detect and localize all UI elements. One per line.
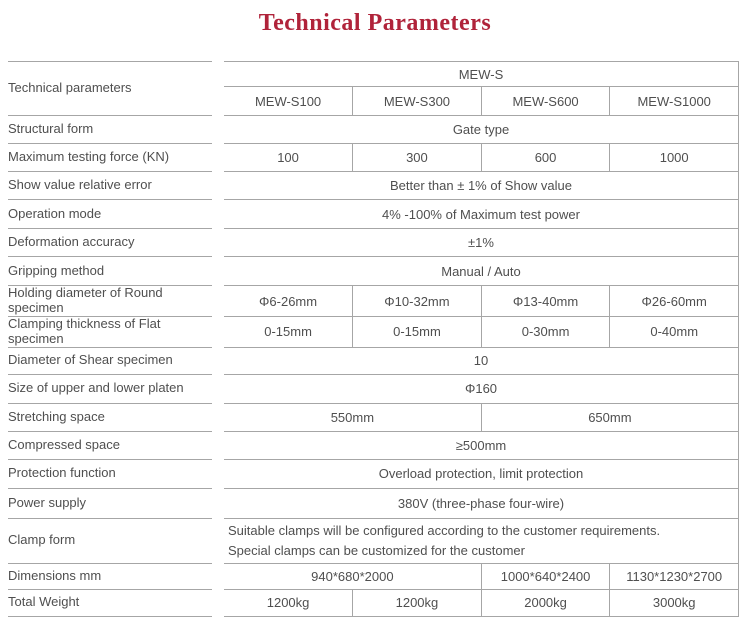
row-label-clamp-form: Clamp form — [8, 518, 212, 563]
value-cell: 940*680*2000 — [224, 563, 481, 589]
column-spacer — [212, 459, 224, 488]
row-label-show-value-error: Show value relative error — [8, 172, 212, 200]
value-cell: 0-15mm — [353, 317, 482, 348]
value-cell: Φ13-40mm — [481, 286, 610, 317]
model-header-cell: MEW-S300 — [353, 87, 482, 116]
row-label-total-weight: Total Weight — [8, 589, 212, 616]
technical-parameters-table — [8, 61, 739, 617]
value-cell: 300 — [353, 144, 482, 172]
column-spacer — [212, 257, 224, 286]
value-cell: Φ26-60mm — [610, 286, 739, 317]
value-cell: 1200kg — [353, 589, 482, 616]
value-cell: 550mm — [224, 403, 481, 431]
value-cell: 4% -100% of Maximum test power — [224, 200, 739, 229]
row-label-stretching-space: Stretching space — [8, 403, 212, 431]
column-spacer — [212, 200, 224, 229]
value-cell: 3000kg — [610, 589, 739, 616]
column-spacer — [212, 589, 224, 616]
column-spacer — [212, 347, 224, 374]
column-spacer — [212, 144, 224, 172]
value-cell: 0-30mm — [481, 317, 610, 348]
value-cell: 1000*640*2400 — [481, 563, 610, 589]
row-label-holding-diameter-round: Holding diameter of Round specimen — [8, 286, 212, 317]
value-cell: Φ10-32mm — [353, 286, 482, 317]
column-spacer — [212, 518, 224, 563]
row-label-shear-specimen-diameter: Diameter of Shear specimen — [8, 347, 212, 374]
value-cell: 1130*1230*2700 — [610, 563, 739, 589]
column-spacer — [212, 229, 224, 257]
column-spacer — [212, 317, 224, 348]
value-cell: 380V (three-phase four-wire) — [224, 488, 739, 518]
value-cell: 0-40mm — [610, 317, 739, 348]
column-spacer — [212, 172, 224, 200]
row-label-power-supply: Power supply — [8, 488, 212, 518]
column-spacer — [212, 116, 224, 144]
row-label-structural-form: Structural form — [8, 116, 212, 144]
clamp-form-line-1: Suitable clamps will be configured according to the customer requirements. — [228, 522, 661, 538]
header-label-cell: Technical parameters — [8, 62, 212, 116]
value-cell: Better than ± 1% of Show value — [224, 172, 739, 200]
row-label-gripping-method: Gripping method — [8, 257, 212, 286]
value-cell: 1200kg — [224, 589, 353, 616]
value-cell: 650mm — [481, 403, 738, 431]
model-header-cell: MEW-S1000 — [610, 87, 739, 116]
model-header-cell: MEW-S600 — [481, 87, 610, 116]
value-cell: ±1% — [224, 229, 739, 257]
column-spacer — [212, 403, 224, 431]
row-label-dimensions: Dimensions mm — [8, 563, 212, 589]
column-spacer — [212, 374, 224, 403]
clamp-form-line-2: Special clamps can be customized for the customer — [228, 542, 525, 558]
column-spacer — [212, 431, 224, 459]
value-cell: ≥500mm — [224, 431, 739, 459]
value-cell — [224, 518, 739, 563]
value-cell: 1000 — [610, 144, 739, 172]
column-spacer — [212, 488, 224, 518]
row-label-compressed-space: Compressed space — [8, 431, 212, 459]
value-cell: Gate type — [224, 116, 739, 144]
value-cell: Φ160 — [224, 374, 739, 403]
value-cell: 100 — [224, 144, 353, 172]
page-title: Technical Parameters — [258, 10, 492, 36]
column-spacer — [212, 286, 224, 317]
row-label-operation-mode: Operation mode — [8, 200, 212, 229]
row-label-deformation-accuracy: Deformation accuracy — [8, 229, 212, 257]
column-spacer — [212, 62, 224, 116]
value-cell: 600 — [481, 144, 610, 172]
series-header-cell: MEW-S — [224, 62, 739, 87]
row-label-protection-function: Protection function — [8, 459, 212, 488]
model-header-cell: MEW-S100 — [224, 87, 353, 116]
value-cell: 2000kg — [481, 589, 610, 616]
value-cell: Overload protection, limit protection — [224, 459, 739, 488]
value-cell: 0-15mm — [224, 317, 353, 348]
row-label-platen-size: Size of upper and lower platen — [8, 374, 212, 403]
row-label-max-testing-force: Maximum testing force (KN) — [8, 144, 212, 172]
row-label-clamping-thickness-flat: Clamping thickness of Flat specimen — [8, 317, 212, 348]
column-spacer — [212, 563, 224, 589]
value-cell: 10 — [224, 347, 739, 374]
value-cell: Manual / Auto — [224, 257, 739, 286]
value-cell: Φ6-26mm — [224, 286, 353, 317]
